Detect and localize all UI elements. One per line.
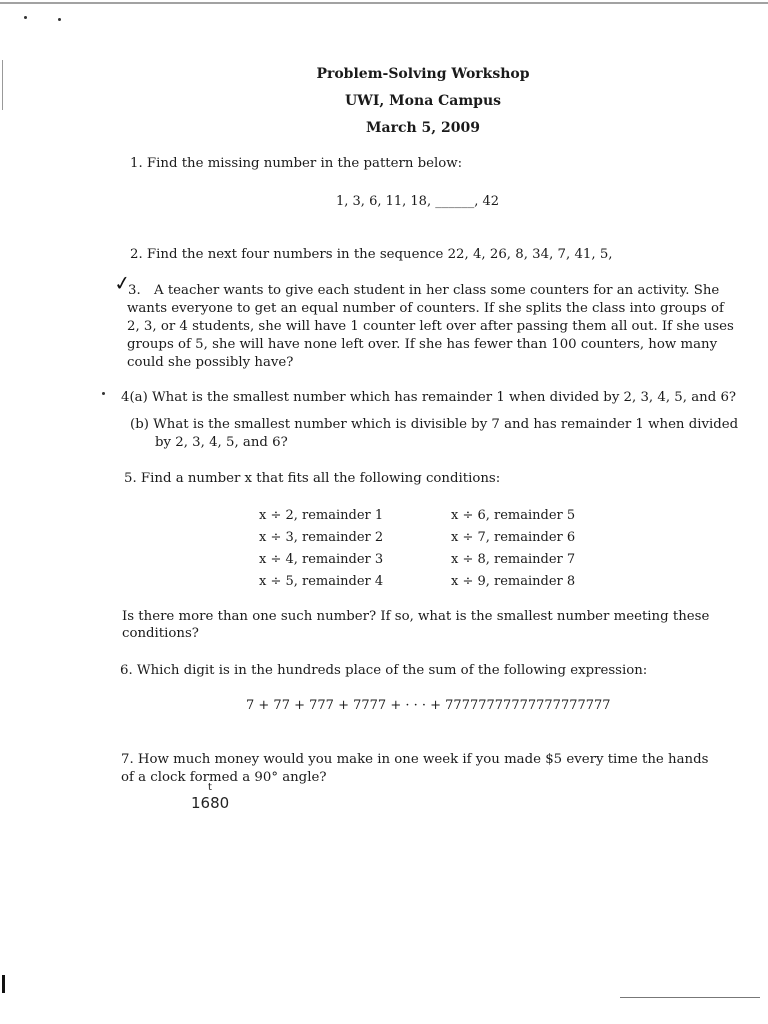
condition-left: x ÷ 2, remainder 1 bbox=[259, 508, 384, 523]
problem-2-text: 2. Find the next four numbers in the sequence 22, 4, 26, 8, 34, 7, 41, 5, bbox=[130, 247, 613, 262]
pattern-end: , 42 bbox=[474, 194, 500, 209]
problem-1-pattern bbox=[336, 193, 499, 211]
problem-5-followup-cont: conditions? bbox=[122, 626, 199, 641]
scan-speck bbox=[102, 392, 105, 395]
problem-3-line: could she possibly have? bbox=[127, 355, 294, 370]
scan-edge-bottom bbox=[620, 997, 760, 998]
problem-4b-text-cont: by 2, 3, 4, 5, and 6? bbox=[155, 435, 288, 450]
problem-1-text: 1. Find the missing number in the pattern below: bbox=[130, 156, 463, 171]
condition-right: x ÷ 6, remainder 5 bbox=[451, 508, 576, 523]
scan-edge-top bbox=[0, 2, 768, 4]
institution-name: UWI, Mona Campus bbox=[344, 93, 502, 109]
problem-3-line: groups of 5, she will have none left over. If she has fewer than 100 counters, how many bbox=[127, 337, 718, 352]
check-mark: ✓ bbox=[112, 269, 133, 297]
condition-right: x ÷ 8, remainder 7 bbox=[451, 552, 576, 567]
condition-left: x ÷ 4, remainder 3 bbox=[259, 552, 384, 567]
handwritten-answer: 1680 bbox=[191, 794, 230, 812]
problem-5-text: 5. Find a number x that fits all the following conditions: bbox=[124, 471, 501, 486]
pattern-start: 1, 3, 6, 11, 18, bbox=[336, 194, 432, 209]
workshop-date: March 5, 2009 bbox=[366, 120, 480, 136]
problem-3-line: wants everyone to get an equal number of counters. If she splits the class into groups of bbox=[127, 301, 724, 316]
problem-6-expression: 7 + 77 + 777 + 7777 + · · · + 77777777777777777777 bbox=[246, 698, 611, 713]
pattern-blank: ______ bbox=[435, 194, 475, 209]
handwritten-note: t bbox=[208, 782, 212, 793]
problem-7-text: 7. How much money would you make in one week if you made $5 every time the hands bbox=[121, 752, 709, 767]
problem-3-line: A teacher wants to give each student in her class some counters for an activity. She bbox=[154, 283, 720, 298]
condition-left: x ÷ 5, remainder 4 bbox=[259, 574, 384, 589]
problem-4a-text: 4(a) What is the smallest number which has remainder 1 when divided by 2, 3, 4, 5, and 6? bbox=[121, 390, 737, 405]
condition-left: x ÷ 3, remainder 2 bbox=[259, 530, 384, 545]
problem-5-followup: Is there more than one such number? If so, what is the smallest number meeting these bbox=[122, 609, 710, 624]
scan-speck bbox=[24, 16, 27, 19]
workshop-title: Problem-Solving Workshop bbox=[316, 66, 530, 82]
condition-right: x ÷ 7, remainder 6 bbox=[451, 530, 576, 545]
problem-6-text: 6. Which digit is in the hundreds place of the sum of the following expression: bbox=[120, 663, 648, 678]
condition-right: x ÷ 9, remainder 8 bbox=[451, 574, 576, 589]
problem-3-number: 3. bbox=[128, 283, 141, 298]
problem-3-line: 2, 3, or 4 students, she will have 1 counter left over after passing them all out. If she uses bbox=[127, 319, 734, 334]
problem-7-text-cont: of a clock formed a 90° angle? bbox=[121, 770, 327, 785]
scan-speck bbox=[58, 18, 61, 21]
scan-mark-bottom-left bbox=[2, 975, 5, 993]
problem-4b-text: (b) What is the smallest number which is divisible by 7 and has remainder 1 when divided bbox=[130, 417, 739, 432]
